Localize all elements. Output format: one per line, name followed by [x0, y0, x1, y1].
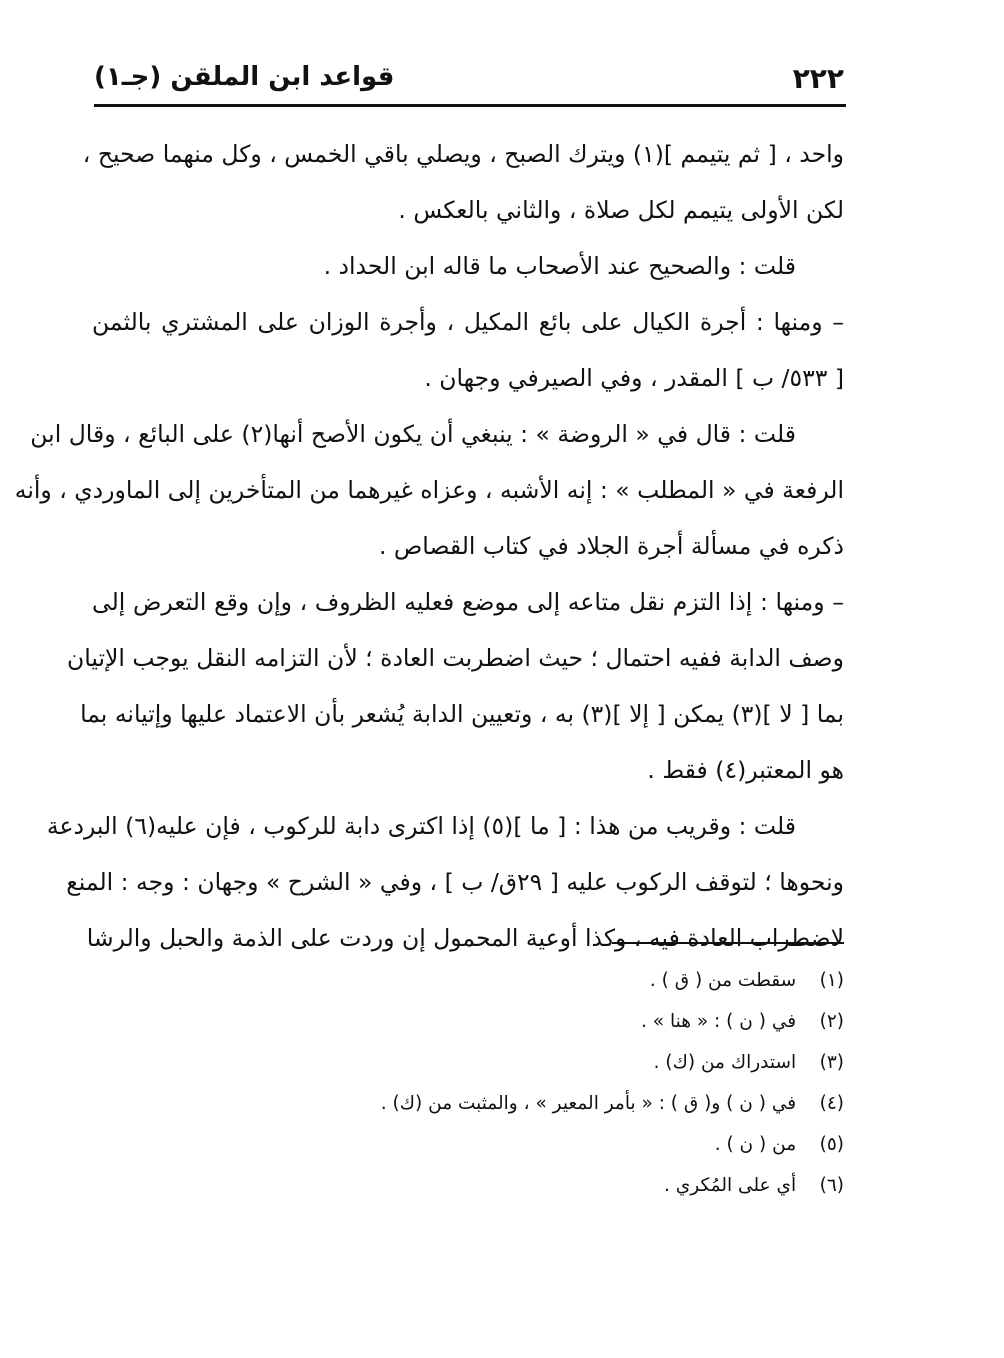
text-line: [ ٥٣٣/ ب ] المقدر ، وفي الصيرفي وجهان . [424, 364, 844, 392]
text-line: قلت : وقريب من هذا : [ ما ](٥) إذا اكترى دابة للركوب ، فإن عليه(٦) البردعة [46, 812, 796, 840]
running-title: قواعد ابن الملقن (جـ١) [94, 62, 395, 92]
text-line: ونحوها ؛ لتوقف الركوب عليه [ ٢٩ق/ ب ] ، وفي « الشرح » وجهان : وجه : المنع [66, 868, 844, 896]
footnote [92, 1165, 844, 1206]
footnote-text: في ( ن ) و( ق ) : « بأمر المعير » ، والمثبت من (ك) . [380, 1093, 797, 1114]
page-number: ٢٢٢ [792, 62, 844, 95]
footnote [92, 1083, 844, 1124]
text-line: هو المعتبر(٤) فقط . [647, 756, 844, 784]
footnote-number: (١) [819, 970, 844, 991]
footnotes [92, 960, 844, 1206]
text-line: – ومنها : إذا التزم نقل متاعه إلى موضع فعليه الظروف ، وإن وقع التعرض إلى [92, 588, 844, 616]
text-line: الرفعة في « المطلب » : إنه الأشبه ، وعزاه غيرهما من المتأخرين إلى الماوردي ، وأنه [14, 476, 844, 504]
text-line: واحد ، [ ثم يتيمم ](١) ويترك الصبح ، ويصلي باقي الخمس ، وكل منهما صحيح ، [82, 140, 844, 168]
text-line: بما [ لا ](٣) يمكن [ إلا ](٣) به ، وتعيين الدابة يُشعر بأن الاعتماد عليها وإتيانه بما [80, 700, 844, 728]
header-rule [94, 104, 846, 107]
footnote [92, 1001, 844, 1042]
text-line: قلت : قال في « الروضة » : ينبغي أن يكون الأصح أنها(٢) على البائع ، وقال ابن [30, 420, 796, 448]
footnote-number: (٦) [819, 1175, 844, 1196]
main-text [14, 126, 844, 966]
footnote-text: سقطت من ( ق ) . [649, 970, 797, 991]
footnote-text: استدراك من (ك) . [653, 1052, 797, 1073]
footnote [92, 960, 844, 1001]
footnote-number: (٥) [819, 1134, 844, 1155]
footnote-number: (٤) [819, 1093, 844, 1114]
text-line: ذكره في مسألة أجرة الجلاد في كتاب القصاص . [378, 532, 844, 560]
text-line: لاضطراب العادة فيه ، وكذا أوعية المحمول إن وردت على الذمة والحبل والرشا [86, 924, 844, 952]
page-header [94, 58, 844, 100]
footnote [92, 1042, 844, 1083]
text-line: قلت : والصحيح عند الأصحاب ما قاله ابن الحداد . [323, 252, 796, 280]
footnote-separator [612, 942, 844, 944]
footnote-number: (٣) [819, 1052, 844, 1073]
footnote-text: أي على المُكري . [664, 1175, 797, 1196]
footnote [92, 1124, 844, 1165]
footnote-text: في ( ن ) : « هنا » . [641, 1011, 797, 1032]
text-line: لكن الأولى يتيمم لكل صلاة ، والثاني بالعكس . [398, 196, 844, 224]
text-line: – ومنها : أجرة الكيال على بائع المكيل ، وأجرة الوزان على المشتري بالثمن [92, 308, 844, 336]
text-line: وصف الدابة ففيه احتمال ؛ حيث اضطربت العادة ؛ لأن التزامه النقل يوجب الإتيان [66, 644, 844, 672]
footnote-text: من ( ن ) . [714, 1134, 797, 1155]
footnote-number: (٢) [819, 1011, 844, 1032]
